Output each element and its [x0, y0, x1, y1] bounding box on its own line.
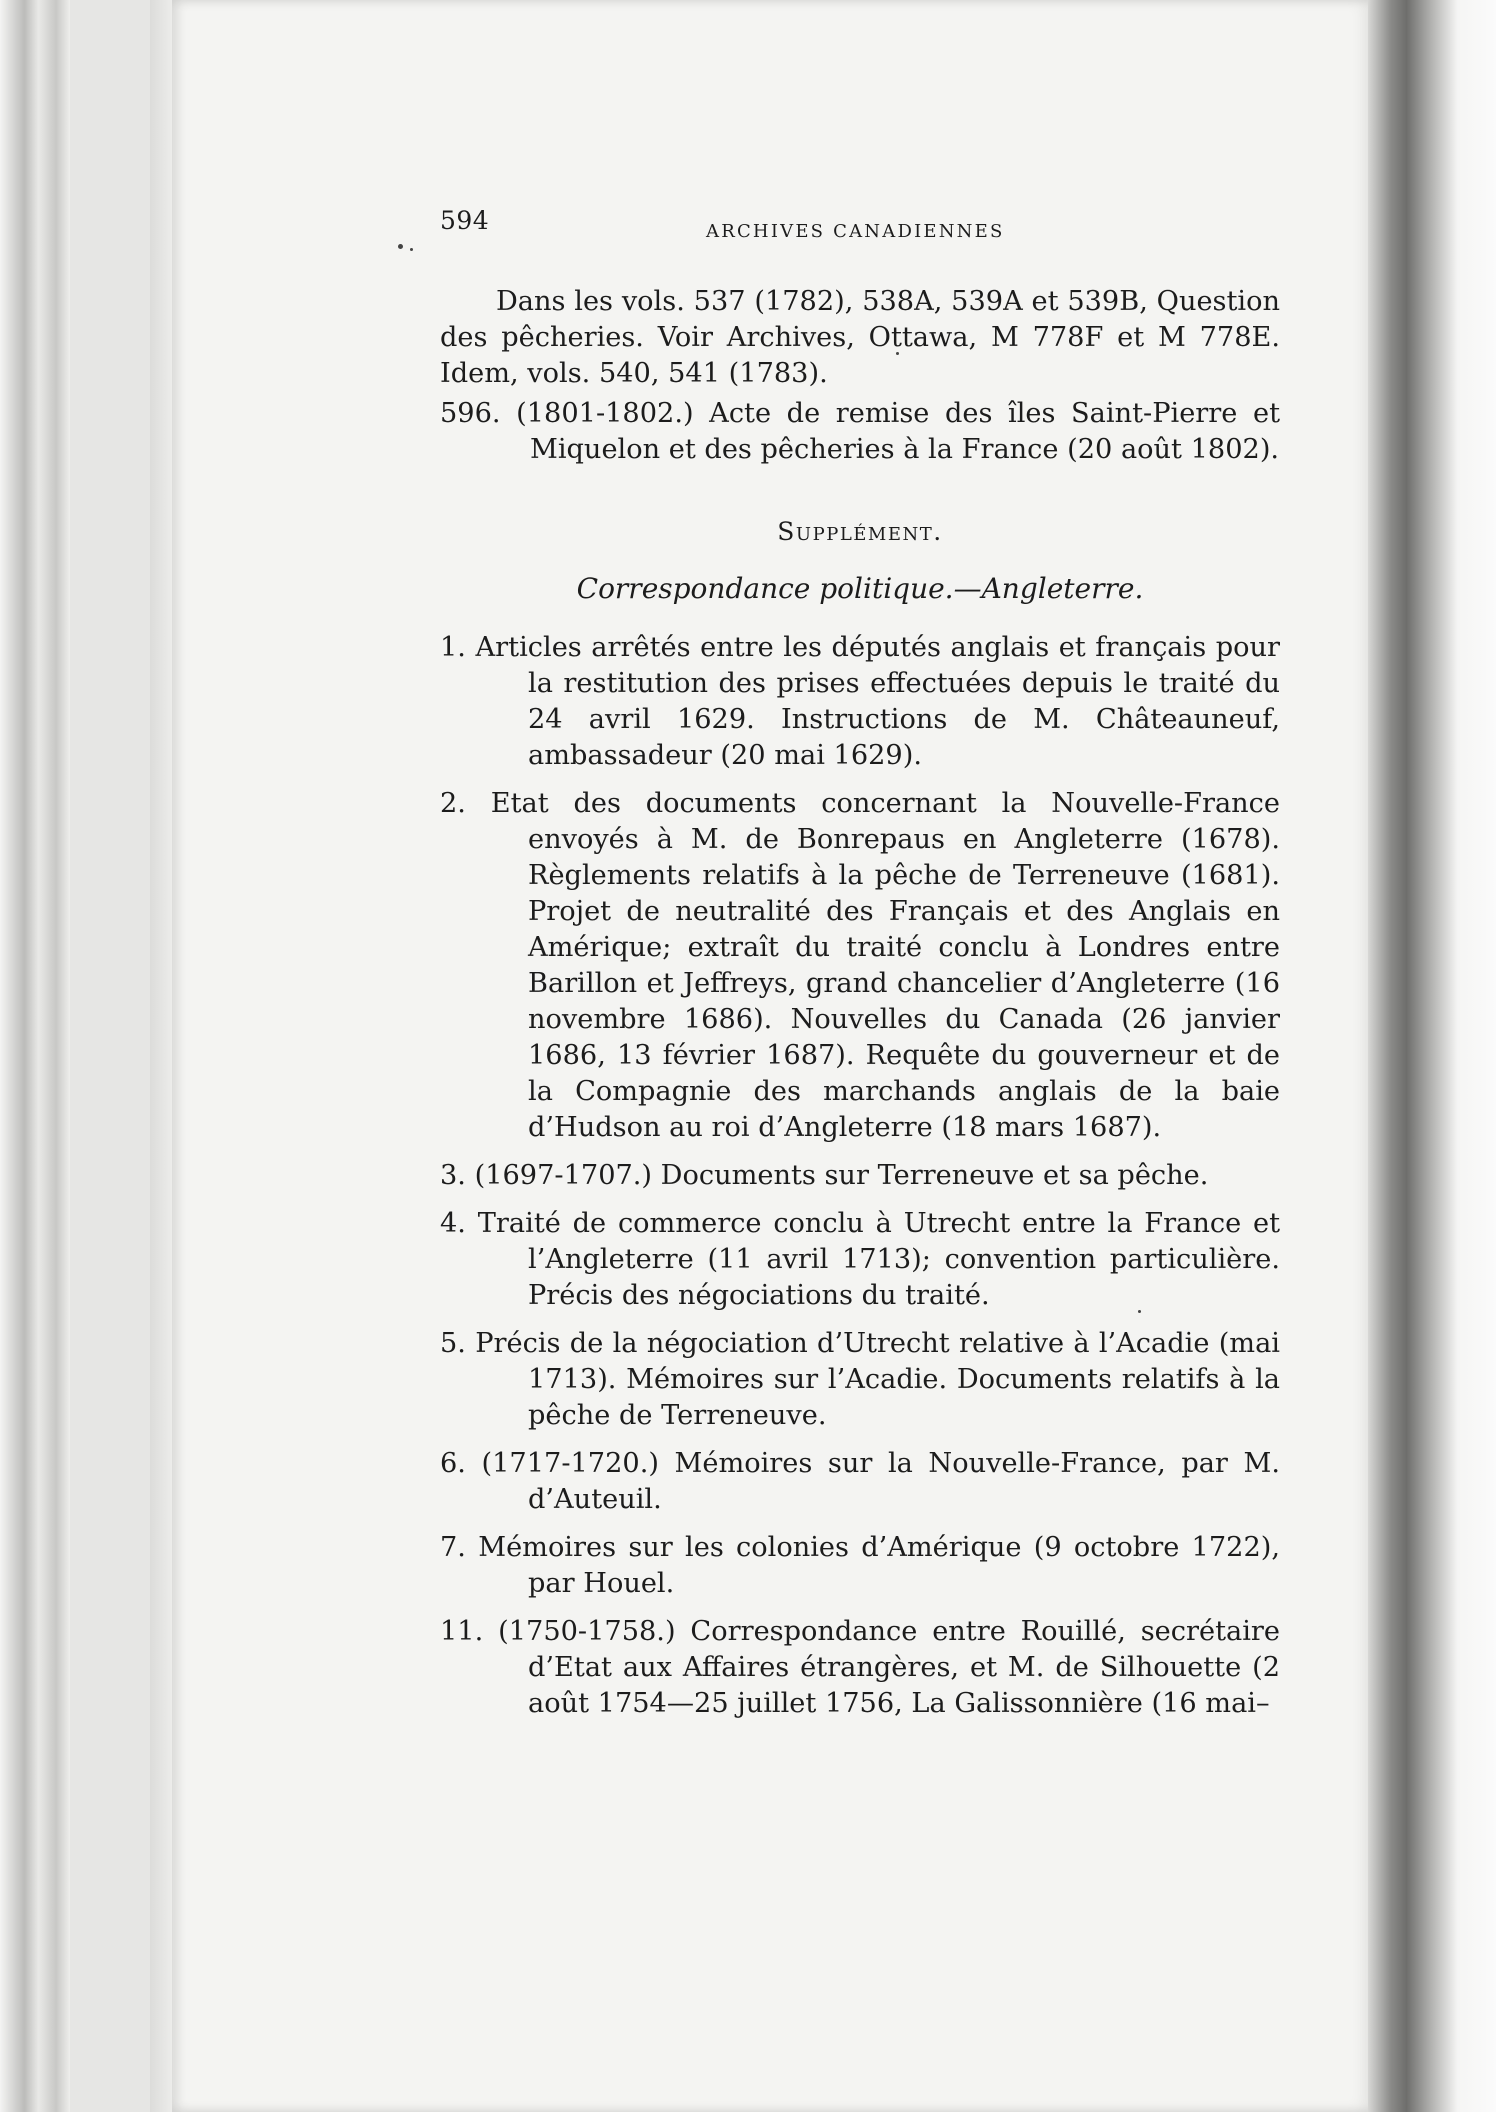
entry-label: 4. — [440, 1208, 466, 1239]
entry-596-paragraph — [440, 396, 1280, 468]
entry-text: (1750-1758.) Correspondance entre Rouillé, secrétaire d’Etat aux Affaires étrangères, et M. de Silhouette (2 août 1754—25 juillet 1756, La Galissonnière (16 mai– — [498, 1616, 1280, 1719]
intro-paragraph: Dans les vols. 537 (1782), 538A, 539A et 539B, Question des pêcheries. Voir Archives, Ottawa, M 778F et M 778E. Idem, vols. 540, 541 (1783). — [440, 286, 1280, 389]
entry-text: Etat des documents concernant la Nouvelle-France envoyés à M. de Bonrepaus en Angleterre (1678). Règlements relatifs à la pêche de Terreneuve (1681). Projet de neutralité des Français et des Anglais en Amérique; extraît du traité conclu à Londres entre Barillon et Jeffreys, grand chancelier d’Angleterre (16 novembre 1686). Nouvelles du Canada (26 janvier 1686, 13 février 1687). Requête du gouverneur et de la Compagnie des marchands anglais de la baie d’Hudson au roi d’Angleterre (18 mars 1687). — [490, 788, 1280, 1143]
list-item — [440, 1614, 1280, 1722]
entry-text: Précis de la négociation d’Utrecht relative à l’Acadie (mai 1713). Mémoires sur l’Acadie. Documents relatifs à la pêche de Terreneuve. — [475, 1328, 1280, 1431]
supplement-subheading: Correspondance politique.—Angleterre. — [576, 572, 1144, 605]
body-text — [440, 284, 1280, 392]
supplement-heading: Supplément. — [777, 517, 943, 546]
entry-label: 6. — [440, 1448, 466, 1479]
list-item — [440, 1326, 1280, 1434]
print-speck — [410, 248, 413, 251]
entry-596-label: 596. — [440, 398, 501, 429]
list-item — [440, 1446, 1280, 1518]
entry-596 — [440, 396, 1280, 468]
entry-596-text: (1801-1802.) Acte de remise des îles Saint-Pierre et Miquelon et des pêcheries à la France (20 août 1802). — [516, 398, 1280, 465]
entry-label: 5. — [440, 1328, 466, 1359]
entry-label: 2. — [440, 788, 466, 819]
list-item — [440, 630, 1280, 774]
entry-list — [440, 630, 1280, 1722]
page-number: 594 — [440, 206, 490, 235]
entry-label: 11. — [440, 1616, 484, 1647]
list-item — [440, 1530, 1280, 1602]
list-item — [440, 1158, 1280, 1194]
print-speck — [398, 244, 403, 249]
entry-text: Traité de commerce conclu à Utrecht entre la France et l’Angleterre (11 avril 1713); convention particulière. Précis des négociations du traité. — [477, 1208, 1280, 1311]
entry-text: Mémoires sur les colonies d’Amérique (9 octobre 1722), par Houel. — [478, 1532, 1280, 1599]
page-stack-right — [1368, 0, 1496, 2112]
running-title: ARCHIVES CANADIENNES — [706, 221, 1005, 242]
entry-text: Articles arrêtés entre les députés anglais et français pour la restitution des prises effectuées depuis le traité du 24 avril 1629. Instructions de M. Châteauneuf, ambassadeur (20 mai 1629). — [475, 632, 1280, 771]
list-item — [440, 786, 1280, 1146]
entry-label: 1. — [440, 632, 466, 663]
page-stack-left — [0, 0, 70, 2112]
entry-label: 7. — [440, 1532, 466, 1563]
entry-text: (1697-1707.) Documents sur Terreneuve et sa pêche. — [474, 1160, 1209, 1191]
list-item — [440, 1206, 1280, 1314]
entry-text: (1717-1720.) Mémoires sur la Nouvelle-France, par M. d’Auteuil. — [481, 1448, 1280, 1515]
entry-label: 3. — [440, 1160, 466, 1191]
